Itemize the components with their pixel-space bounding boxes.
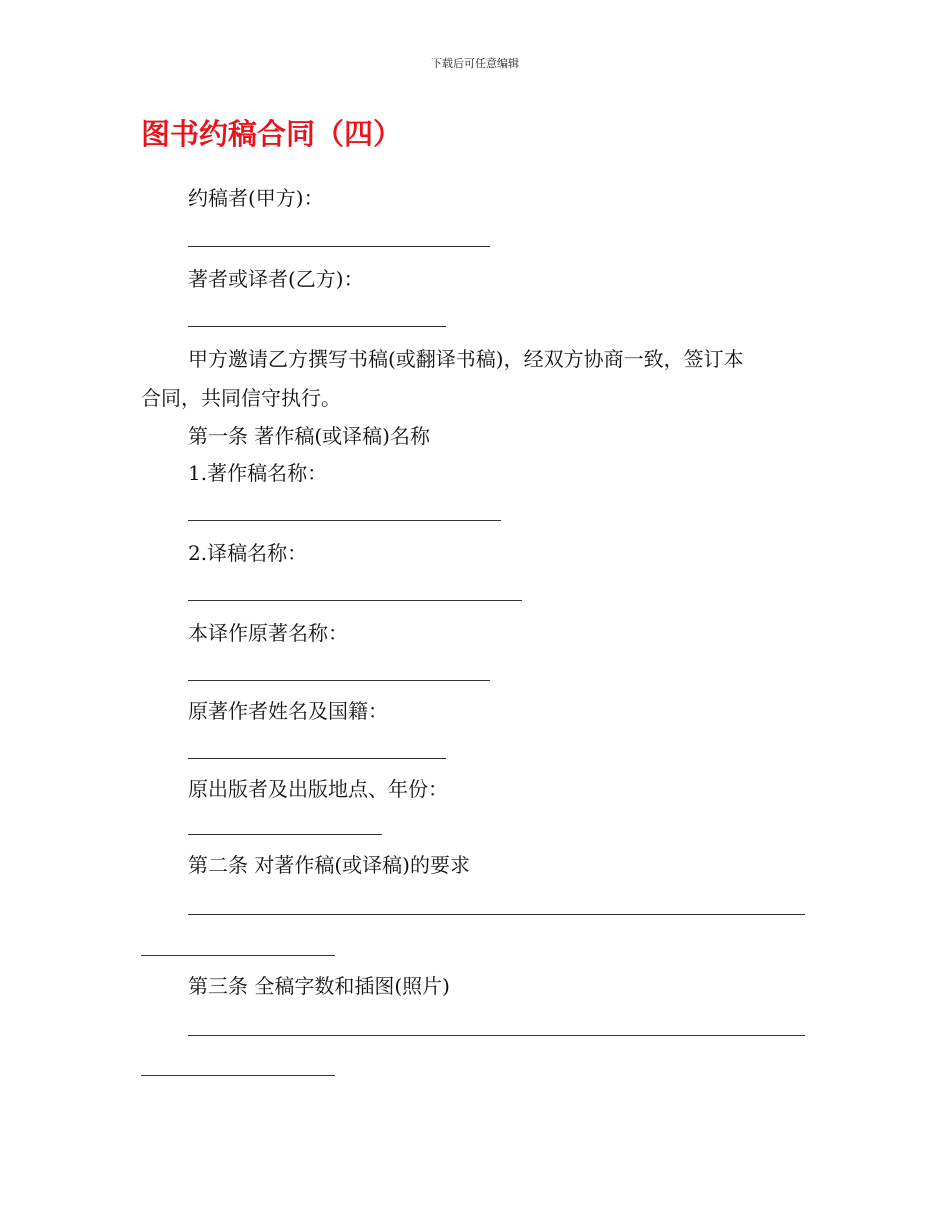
party-a-blank	[188, 246, 490, 247]
intro-line-1: 甲方邀请乙方撰写书稿(或翻译书稿)，经双方协商一致，签订本	[188, 347, 744, 371]
page-title: 图书约稿合同（四）	[141, 117, 403, 151]
article-1-title: 第一条 著作稿(或译稿)名称	[188, 424, 430, 448]
article-3-blank-1	[188, 1035, 805, 1036]
party-b-blank	[188, 326, 446, 327]
item-1-blank	[188, 520, 501, 521]
item-2-blank	[188, 600, 522, 601]
header-note: 下载后可任意编辑	[431, 57, 519, 70]
article-2-blank-1	[188, 914, 805, 915]
article-2-blank-2	[141, 955, 335, 956]
original-publisher-blank	[188, 834, 382, 835]
original-title-blank	[188, 680, 490, 681]
item-1-label: 1.著作稿名称：	[188, 461, 328, 485]
article-3-title: 第三条 全稿字数和插图(照片)	[188, 974, 450, 998]
party-b-label: 著者或译者(乙方)：	[188, 267, 364, 291]
original-publisher-label: 原出版者及出版地点、年份：	[188, 777, 448, 801]
intro-line-2: 合同，共同信守执行。	[141, 386, 341, 410]
original-author-label: 原著作者姓名及国籍：	[188, 699, 388, 723]
party-a-label: 约稿者(甲方)：	[188, 186, 324, 210]
original-title-label: 本译作原著名称：	[188, 621, 348, 645]
original-author-blank	[188, 758, 446, 759]
article-3-blank-2	[141, 1075, 335, 1076]
article-2-title: 第二条 对著作稿(或译稿)的要求	[188, 853, 470, 877]
item-2-label: 2.译稿名称：	[188, 541, 308, 565]
